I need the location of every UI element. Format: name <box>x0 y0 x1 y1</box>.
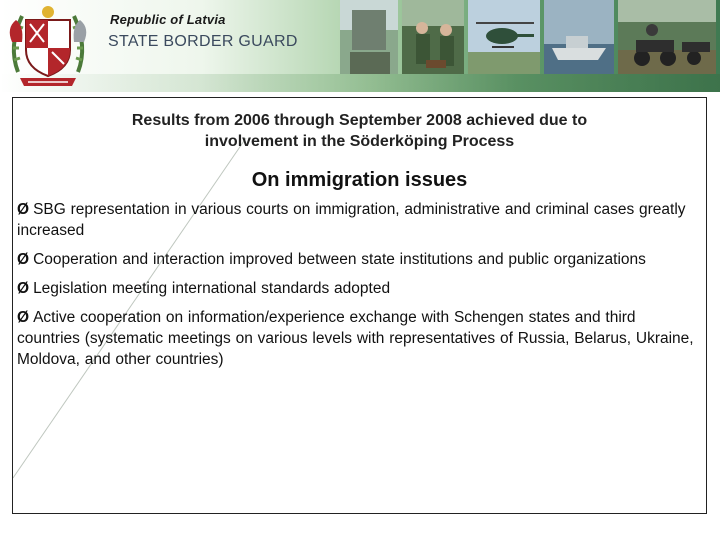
photo-border-post <box>340 0 398 74</box>
photo-atv-patrol <box>618 0 716 74</box>
photo-officers <box>402 0 464 74</box>
bullet-arrow-icon: Ø <box>17 201 30 218</box>
agency-name: STATE BORDER GUARD <box>108 33 298 50</box>
republic-label: Republic of Latvia <box>110 12 226 27</box>
photo-patrol-boat <box>544 0 614 74</box>
content-panel <box>12 97 707 514</box>
bullet-item <box>17 278 701 299</box>
slide-subtitle: On immigration issues <box>251 169 468 191</box>
bullet-item <box>17 249 701 270</box>
photo-helicopter <box>468 0 540 74</box>
bullet-item <box>17 199 701 241</box>
bullet-list <box>17 199 701 378</box>
bullet-text: Cooperation and interaction improved between state institutions and public organizations <box>33 251 646 268</box>
bullet-text: Legislation meeting international standards adopted <box>33 280 391 297</box>
bullet-item <box>17 307 701 370</box>
slide-title <box>23 110 696 152</box>
slide-title-line-2: involvement in the Söderköping Process <box>204 133 515 150</box>
bullet-text: SBG representation in various courts on immigration, administrative and criminal cases greatly increased <box>17 201 686 239</box>
header-banner <box>0 0 720 92</box>
bullet-arrow-icon: Ø <box>17 309 30 326</box>
slide-title-line-1: Results from 2006 through September 2008 achieved due to <box>131 112 588 129</box>
bullet-text: Active cooperation on information/experience exchange with Schengen states and third countries (systematic meetings on various levels with representatives of Russia, Belarus, Ukraine, Moldova, and other countries) <box>17 309 694 368</box>
header-photo-collage <box>330 0 720 92</box>
bullet-arrow-icon: Ø <box>17 251 30 268</box>
bullet-arrow-icon: Ø <box>17 280 30 297</box>
coat-of-arms-icon <box>4 2 92 88</box>
